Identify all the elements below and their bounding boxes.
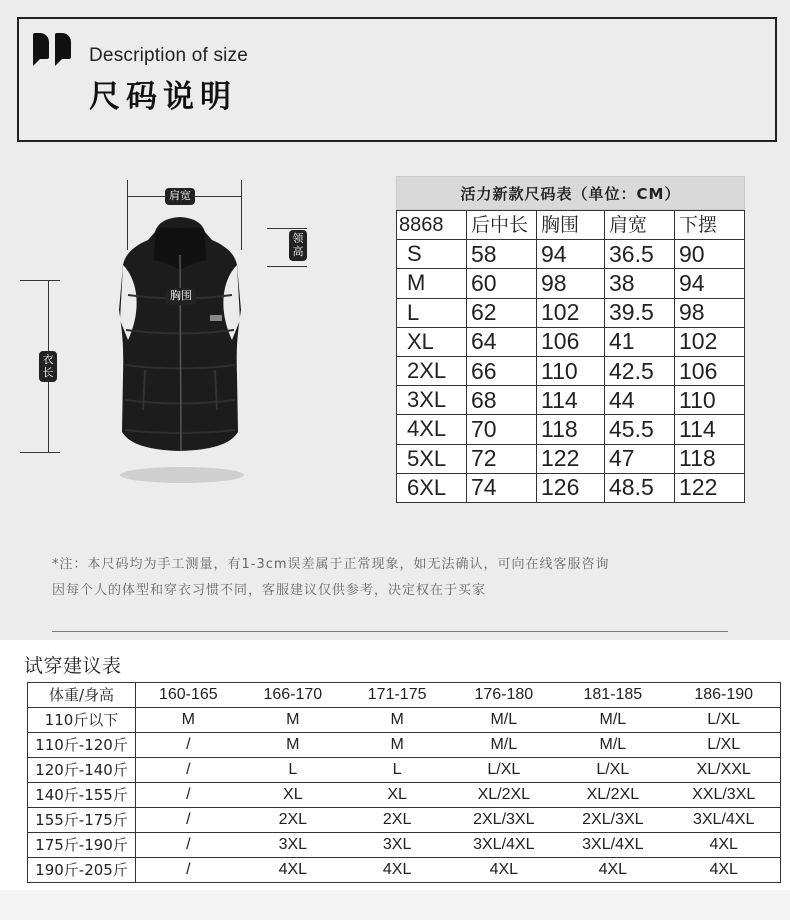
table-row [28, 708, 781, 733]
size-cell: 58 [467, 240, 537, 269]
shoulder-width-label: 肩宽 [165, 188, 195, 205]
fit-cell: 2XL [241, 808, 345, 833]
size-cell: 118 [675, 444, 745, 473]
size-cell: 44 [605, 386, 675, 415]
size-cell: 122 [537, 444, 605, 473]
fit-cell: XL/2XL [449, 783, 558, 808]
size-cell: 39.5 [605, 298, 675, 327]
fit-cell: 4XL [241, 858, 345, 883]
fit-cell: 4XL [345, 858, 449, 883]
size-cell: 47 [605, 444, 675, 473]
table-row [28, 858, 781, 883]
vest-illustration [30, 170, 330, 500]
size-cell: 122 [675, 473, 745, 502]
size-cell: 38 [605, 269, 675, 298]
fit-cell: / [136, 758, 241, 783]
header-title-cn: 尺码说明 [89, 79, 237, 115]
fit-header-cell: 181-185 [558, 683, 667, 708]
size-cell: 94 [675, 269, 745, 298]
collar-height-label: 领 高 [289, 230, 307, 261]
fit-chart-table [27, 682, 781, 883]
size-cell: 90 [675, 240, 745, 269]
size-cell: XL [397, 327, 467, 356]
size-cell: 72 [467, 444, 537, 473]
fit-cell: L/XL [558, 758, 667, 783]
size-header-cell: 肩宽 [605, 211, 675, 240]
size-chart-header-row [397, 211, 745, 240]
fit-cell: / [136, 808, 241, 833]
fit-cell: XL/2XL [558, 783, 667, 808]
size-cell: 4XL [397, 415, 467, 444]
fit-cell: 2XL/3XL [449, 808, 558, 833]
fit-header-cell: 176-180 [449, 683, 558, 708]
fit-cell: 3XL/4XL [449, 833, 558, 858]
fit-cell: 2XL [345, 808, 449, 833]
fit-cell: 155斤-175斤 [28, 808, 136, 833]
fit-cell: L/XL [449, 758, 558, 783]
size-cell: 64 [467, 327, 537, 356]
body-length-label: 衣 长 [39, 351, 57, 382]
length-bottom-guide [20, 452, 60, 453]
fit-cell: L/XL [667, 708, 780, 733]
fit-cell: 120斤-140斤 [28, 758, 136, 783]
table-row [397, 298, 745, 327]
fit-chart-title: 试穿建议表 [24, 655, 122, 677]
fit-cell: 2XL/3XL [558, 808, 667, 833]
size-chart-title: 活力新款尺码表（单位：CM） [396, 176, 745, 210]
section-divider [52, 631, 728, 632]
fit-cell: 190斤-205斤 [28, 858, 136, 883]
size-cell: 36.5 [605, 240, 675, 269]
size-cell: 68 [467, 386, 537, 415]
table-row [397, 356, 745, 385]
table-row [28, 783, 781, 808]
size-cell: 110 [537, 356, 605, 385]
size-cell: 3XL [397, 386, 467, 415]
size-cell: S [397, 240, 467, 269]
fit-cell: 4XL [449, 858, 558, 883]
size-cell: 110 [675, 386, 745, 415]
fit-cell: M [136, 708, 241, 733]
fit-cell: XL [345, 783, 449, 808]
size-cell: 60 [467, 269, 537, 298]
size-cell: L [397, 298, 467, 327]
fit-cell: XL [241, 783, 345, 808]
table-row [397, 386, 745, 415]
size-cell: 102 [537, 298, 605, 327]
size-description-header [17, 17, 777, 142]
table-row [28, 758, 781, 783]
header-subtitle-en: Description of size [89, 45, 249, 66]
fit-header-cell: 166-170 [241, 683, 345, 708]
fit-chart-header-row [28, 683, 781, 708]
size-chart-table [396, 210, 745, 503]
size-cell: 106 [537, 327, 605, 356]
size-cell: 45.5 [605, 415, 675, 444]
recommendation-note: 因每个人的体型和穿衣习惯不同，客服建议仅供参考，决定权在于买家 [52, 583, 487, 598]
size-cell: 118 [537, 415, 605, 444]
size-cell: 5XL [397, 444, 467, 473]
fit-cell: M/L [449, 708, 558, 733]
fit-cell: / [136, 783, 241, 808]
collar-bottom-guide [267, 266, 307, 267]
fit-header-cell: 171-175 [345, 683, 449, 708]
size-header-cell: 胸围 [537, 211, 605, 240]
table-row [28, 808, 781, 833]
shoulder-left-guide [127, 180, 128, 250]
table-row [397, 327, 745, 356]
table-row [397, 444, 745, 473]
size-cell: 70 [467, 415, 537, 444]
fit-cell: M/L [558, 708, 667, 733]
size-cell: 98 [537, 269, 605, 298]
bottom-band [0, 890, 790, 920]
size-cell: 102 [675, 327, 745, 356]
fit-cell: 4XL [558, 858, 667, 883]
size-cell: 62 [467, 298, 537, 327]
size-cell: 42.5 [605, 356, 675, 385]
fit-header-cell: 186-190 [667, 683, 780, 708]
size-chart [396, 176, 745, 503]
size-header-cell: 下摆 [675, 211, 745, 240]
fit-cell: 4XL [667, 858, 780, 883]
fit-cell: M [241, 733, 345, 758]
fit-header-cell: 体重/身高 [28, 683, 136, 708]
fit-cell: L [241, 758, 345, 783]
fit-cell: 3XL [345, 833, 449, 858]
fit-cell: 3XL/4XL [558, 833, 667, 858]
fit-cell: / [136, 733, 241, 758]
fit-cell: XL/XXL [667, 758, 780, 783]
size-cell: 6XL [397, 473, 467, 502]
fit-cell: 3XL/4XL [667, 808, 780, 833]
size-cell: 2XL [397, 356, 467, 385]
fit-cell: L/XL [667, 733, 780, 758]
size-cell: 94 [537, 240, 605, 269]
fit-cell: 175斤-190斤 [28, 833, 136, 858]
size-cell: 66 [467, 356, 537, 385]
size-cell: M [397, 269, 467, 298]
fit-header-cell: 160-165 [136, 683, 241, 708]
size-cell: 41 [605, 327, 675, 356]
fit-cell: M/L [558, 733, 667, 758]
fit-cell: M [345, 733, 449, 758]
table-row [397, 240, 745, 269]
length-top-guide [20, 280, 60, 281]
chest-label: 胸围 [166, 288, 196, 305]
fit-cell: 110斤以下 [28, 708, 136, 733]
fit-cell: M [241, 708, 345, 733]
fit-cell: 110斤-120斤 [28, 733, 136, 758]
fit-cell: XXL/3XL [667, 783, 780, 808]
quote-mark-icon [33, 33, 77, 65]
size-cell: 126 [537, 473, 605, 502]
fit-chart [27, 682, 781, 883]
size-cell: 114 [675, 415, 745, 444]
size-cell: 114 [537, 386, 605, 415]
shoulder-right-guide [241, 180, 242, 250]
table-row [397, 269, 745, 298]
table-row [28, 733, 781, 758]
size-header-cell: 8868 [397, 211, 467, 240]
fit-cell: M/L [449, 733, 558, 758]
size-header-cell: 后中长 [467, 211, 537, 240]
table-row [397, 473, 745, 502]
fit-cell: / [136, 833, 241, 858]
fit-cell: / [136, 858, 241, 883]
vest-diagram [30, 170, 330, 500]
size-cell: 106 [675, 356, 745, 385]
table-row [397, 415, 745, 444]
table-row [28, 833, 781, 858]
size-cell: 48.5 [605, 473, 675, 502]
fit-cell: L [345, 758, 449, 783]
fit-cell: 4XL [667, 833, 780, 858]
fit-cell: 3XL [241, 833, 345, 858]
measurement-note: *注：本尺码均为手工测量，有1-3cm误差属于正常现象，如无法确认，可向在线客服咨询 [52, 557, 610, 572]
collar-top-guide [267, 228, 307, 229]
size-cell: 98 [675, 298, 745, 327]
size-cell: 74 [467, 473, 537, 502]
fit-cell: M [345, 708, 449, 733]
fit-cell: 140斤-155斤 [28, 783, 136, 808]
